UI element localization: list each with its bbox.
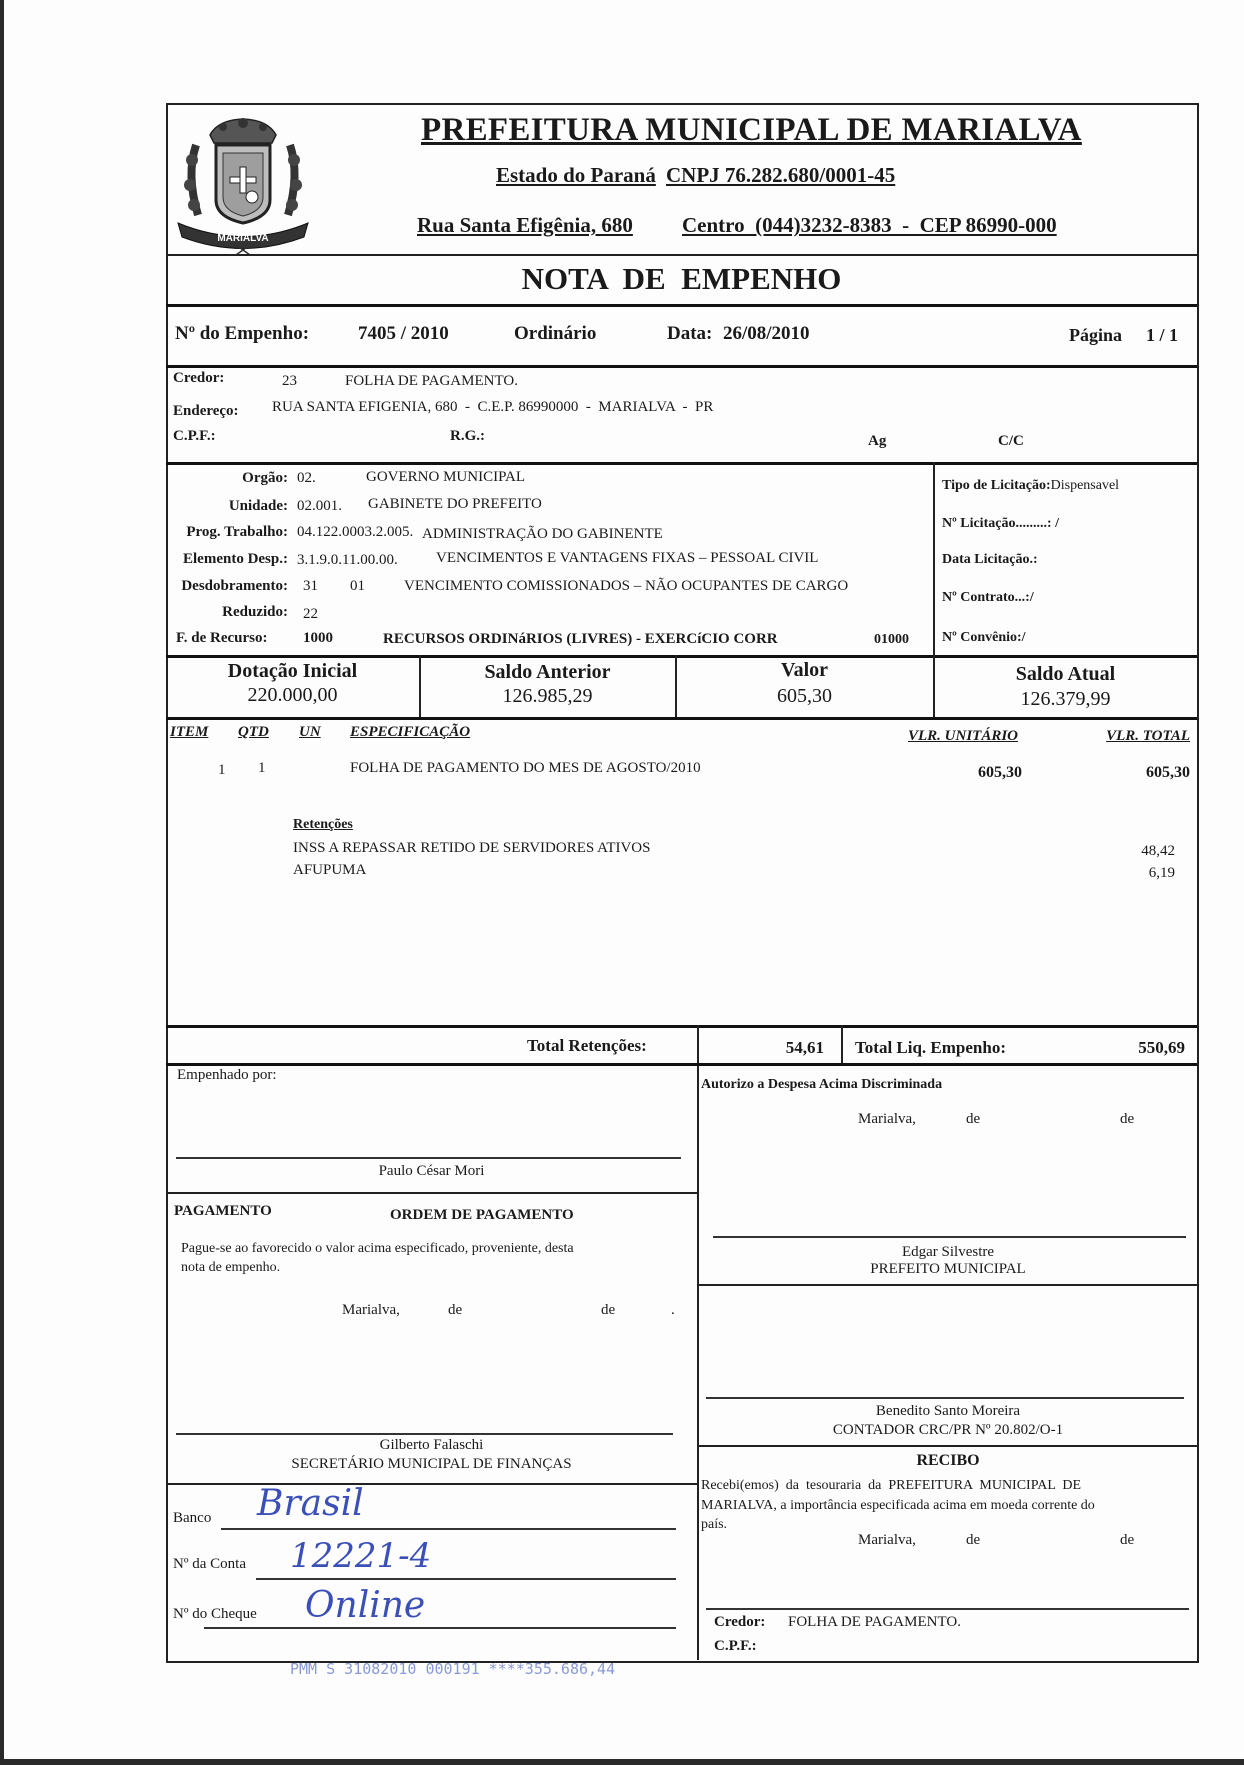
page-label: Página	[1069, 325, 1123, 345]
empenho-number-label: Nº do Empenho:	[175, 323, 310, 344]
divider	[166, 254, 1197, 256]
contador-name: Benedito Santo Moreira	[875, 1403, 1021, 1419]
divider	[166, 1483, 697, 1485]
recibo-text-line3: país.	[701, 1517, 728, 1532]
cheque-field-value[interactable]: Online	[305, 1585, 426, 1626]
col-header-vlr-unitario: VLR. UNITÁRIO	[908, 728, 1019, 744]
conta-label: Nº da Conta	[173, 1556, 246, 1572]
desdobramento-name: VENCIMENTO COMISSIONADOS – NÃO OCUPANTES DE CARGO	[404, 578, 849, 594]
mechanical-stamp: PMM S 31082010 000191 ****355.686,44	[290, 1660, 616, 1678]
total-retencoes-value: 54,61	[785, 1038, 824, 1057]
recurso-code: 1000	[303, 630, 333, 646]
divider	[166, 1063, 1197, 1066]
reduzido-value: 22	[303, 606, 318, 622]
divider-vertical	[841, 1025, 843, 1063]
empenho-type: Ordinário	[514, 323, 597, 344]
orgao-label: Orgão:	[242, 470, 288, 486]
saldo-atual-label: Saldo Atual	[1015, 663, 1116, 685]
divider	[697, 1284, 1197, 1286]
cnpj-label: CNPJ 76.282.680/0001-45	[666, 163, 896, 187]
divider	[166, 462, 1197, 465]
divider-vertical	[933, 462, 935, 656]
date-de: de	[966, 1532, 981, 1548]
prog-label: Prog. Trabalho:	[186, 524, 288, 540]
recibo-text-line2: MARIALVA, a importância especificada acima em moeda corrente do	[701, 1498, 1095, 1513]
ordem-pagamento-label: ORDEM DE PAGAMENTO	[390, 1207, 574, 1223]
recibo-text-line1: Recebi(emos) da tesouraria da PREFEITURA MUNICIPAL DE	[701, 1478, 1082, 1493]
date-de: de	[601, 1302, 616, 1318]
col-header-qtd: QTD	[238, 724, 269, 740]
prog-code: 04.122.0003.2.005.	[297, 524, 414, 540]
date-de: de	[966, 1111, 981, 1127]
prefeito-name: Edgar Silvestre	[901, 1244, 995, 1260]
autorizo-label: Autorizo a Despesa Acima Discriminada	[701, 1077, 943, 1092]
date-de: de	[1120, 1532, 1135, 1548]
item-spec: FOLHA DE PAGAMENTO DO MES DE AGOSTO/2010	[350, 760, 701, 776]
recurso-name: RECURSOS ORDINáRIOS (LIVRES) - EXERCíCIO CORR	[383, 631, 778, 647]
date-dot: .	[671, 1302, 675, 1318]
licitacao-type-value: Dispensavel	[1050, 478, 1120, 493]
contador-title: CONTADOR CRC/PR Nº 20.802/O-1	[832, 1422, 1064, 1438]
cpf-label: C.P.F.:	[173, 428, 216, 444]
licitacao-number: Nº Licitação.........: /	[942, 516, 1059, 531]
date-de: de	[448, 1302, 463, 1318]
unidade-name: GABINETE DO PREFEITO	[368, 496, 542, 512]
recibo-credor-label: Credor:	[714, 1614, 766, 1630]
licitacao-type-label-text: Tipo de Licitação:	[942, 478, 1051, 493]
item-qtd: 1	[258, 760, 266, 776]
total-retencoes-label: Total Retenções:	[527, 1036, 647, 1055]
svg-text:MARIALVA: MARIALVA	[217, 233, 269, 244]
contrato-number: Nº Contrato...:/	[942, 590, 1034, 605]
unidade-code: 02.001.	[297, 498, 342, 514]
signature-line	[713, 1236, 1186, 1238]
valor-label: Valor	[780, 659, 829, 681]
dotacao-inicial-value: 220.000,00	[247, 684, 338, 706]
divider	[166, 304, 1197, 307]
desdobramento-label: Desdobramento:	[181, 578, 288, 594]
saldo-anterior-value: 126.985,29	[502, 685, 593, 707]
cc-label: C/C	[998, 433, 1024, 449]
licitacao-date: Data Licitação.:	[942, 552, 1038, 567]
unidade-label: Unidade:	[228, 498, 288, 514]
recibo-credor-value: FOLHA DE PAGAMENTO.	[788, 1614, 961, 1630]
total-liquido-label: Total Liq. Empenho:	[855, 1038, 1006, 1057]
credor-label: Credor:	[173, 370, 225, 386]
endereco-label: Endereço:	[173, 403, 239, 419]
divider	[697, 1445, 1197, 1447]
recurso-label: F. de Recurso:	[176, 630, 268, 646]
state-label: Estado do Paraná	[496, 163, 656, 187]
empenhado-por-label: Empenhado por:	[177, 1067, 277, 1083]
conta-field-value[interactable]: 12221-4	[290, 1536, 432, 1576]
date-city: Marialva,	[342, 1302, 400, 1318]
pagamento-label: PAGAMENTO	[174, 1203, 272, 1219]
ag-label: Ag	[868, 433, 887, 449]
signature-line	[706, 1397, 1184, 1399]
col-header-vlr-total: VLR. TOTAL	[1106, 728, 1190, 744]
retencao-value: 48,42	[1141, 843, 1175, 859]
dotacao-inicial-label: Dotação Inicial	[227, 660, 358, 682]
recurso-code2: 01000	[874, 632, 909, 647]
signature-line	[176, 1157, 681, 1159]
divider	[166, 655, 1197, 658]
item-total-value: 605,30	[1146, 764, 1190, 781]
secretario-title: SECRETÁRIO MUNICIPAL DE FINANÇAS	[291, 1456, 572, 1472]
divider	[166, 1025, 1197, 1028]
credor-name: FOLHA DE PAGAMENTO.	[345, 373, 518, 389]
recibo-cpf-label: C.P.F.:	[714, 1638, 757, 1654]
recibo-title: RECIBO	[916, 1452, 980, 1469]
coat-of-arms-icon	[168, 105, 318, 255]
ordem-text-line2: nota de empenho.	[181, 1260, 281, 1275]
banco-field-line	[221, 1528, 676, 1530]
licitacao-type-label	[942, 478, 1119, 494]
cheque-label: Nº do Cheque	[173, 1606, 257, 1622]
credor-code: 23	[282, 373, 297, 389]
signature-line	[706, 1608, 1189, 1610]
date-city: Marialva,	[858, 1111, 916, 1127]
elemento-label: Elemento Desp.:	[183, 551, 288, 567]
scan-edge-left	[0, 0, 4, 1765]
banco-field-value[interactable]: Brasil	[257, 1483, 364, 1524]
desdobramento-code2: 01	[350, 578, 365, 594]
retencao-value: 6,19	[1148, 865, 1175, 881]
item-unit-value: 605,30	[978, 764, 1022, 781]
page-number: 1 / 1	[1146, 325, 1179, 345]
scan-edge-bottom	[0, 1759, 1244, 1765]
col-header-un: UN	[299, 724, 321, 740]
cheque-field-line	[204, 1627, 676, 1629]
retencoes-title: Retenções	[293, 817, 353, 832]
divider	[166, 717, 1197, 720]
elemento-name: VENCIMENTOS E VANTAGENS FIXAS – PESSOAL CIVIL	[436, 550, 819, 566]
document-title: NOTA DE EMPENHO	[521, 261, 842, 296]
rg-label: R.G.:	[450, 428, 485, 444]
reduzido-label: Reduzido:	[222, 604, 288, 620]
prog-name: ADMINISTRAÇÃO DO GABINENTE	[422, 526, 663, 542]
orgao-name: GOVERNO MUNICIPAL	[366, 469, 526, 485]
divider-vertical	[697, 1025, 699, 1660]
prefeito-title: PREFEITO MUNICIPAL	[870, 1261, 1026, 1277]
date-de: de	[1120, 1111, 1135, 1127]
col-header-especificacao: ESPECIFICAÇÃO	[350, 724, 471, 740]
total-liquido-value: 550,69	[1138, 1038, 1185, 1057]
coat-of-arms-logo	[168, 105, 318, 255]
elemento-code: 3.1.9.0.11.00.00.	[297, 552, 398, 568]
valor-value: 605,30	[777, 685, 832, 707]
desdobramento-code1: 31	[303, 578, 318, 594]
item-number: 1	[218, 762, 226, 778]
secretario-name: Gilberto Falaschi	[379, 1437, 484, 1453]
col-header-item: ITEM	[170, 724, 209, 740]
banco-label: Banco	[173, 1510, 212, 1526]
prefeitura-title: PREFEITURA MUNICIPAL DE MARIALVA	[421, 112, 1082, 148]
ordem-text-line1: Pague-se ao favorecido o valor acima especificado, proveniente, desta	[181, 1241, 574, 1256]
empenho-number: 7405 / 2010	[358, 323, 449, 344]
date-label: Data:	[667, 323, 713, 344]
retencao-desc: INSS A REPASSAR RETIDO DE SERVIDORES ATIVOS	[293, 840, 651, 856]
divider	[166, 1192, 697, 1194]
convenio-number: Nº Convênio:/	[942, 630, 1026, 645]
saldo-atual-value: 126.379,99	[1020, 688, 1111, 710]
conta-field-line	[256, 1578, 676, 1580]
saldo-anterior-label: Saldo Anterior	[484, 661, 611, 683]
address-rest: Centro (044)3232-8383 - CEP 86990-000	[682, 213, 1057, 237]
orgao-code: 02.	[297, 470, 316, 486]
retencao-desc: AFUPUMA	[293, 862, 367, 878]
divider	[166, 365, 1197, 368]
empenho-date: 26/08/2010	[723, 323, 810, 344]
empenhado-por-name: Paulo César Mori	[378, 1163, 485, 1179]
endereco-value: RUA SANTA EFIGENIA, 680 - C.E.P. 86990000 - MARIALVA - PR	[272, 399, 714, 415]
signature-line	[176, 1433, 673, 1435]
address-street: Rua Santa Efigênia, 680	[417, 213, 633, 237]
date-city: Marialva,	[858, 1532, 916, 1548]
